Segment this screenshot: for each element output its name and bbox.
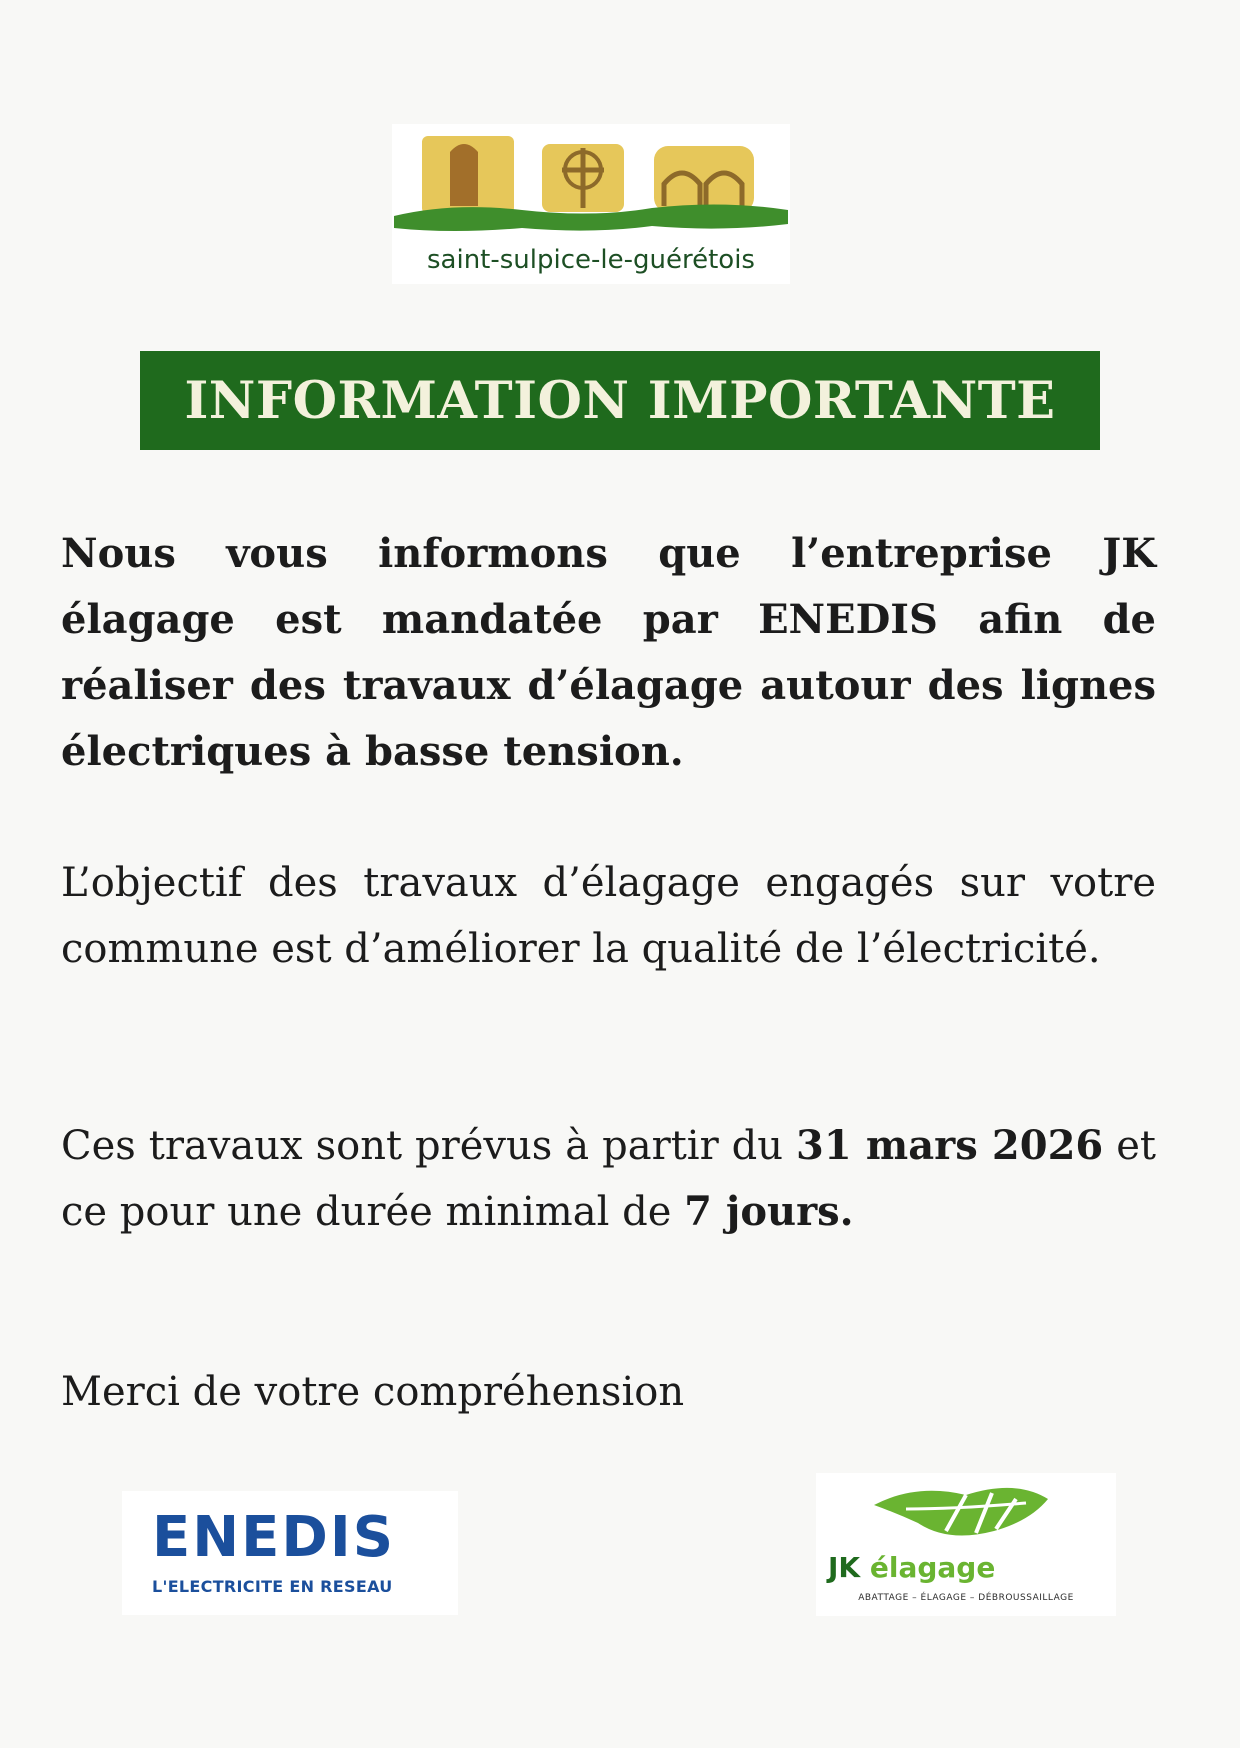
- banner-title: INFORMATION IMPORTANTE: [184, 370, 1056, 431]
- jk-tagline: ABATTAGE – ÉLAGAGE – DÉBROUSSAILLAGE: [858, 1593, 1074, 1603]
- schedule-date: 31 mars 2026: [796, 1122, 1104, 1169]
- enedis-tagline: L'ELECTRICITE EN RESEAU: [152, 1577, 393, 1596]
- schedule-text-middle: et ce pour une durée minimal de: [61, 1123, 1156, 1235]
- paragraph-objective: L’objectif des travaux d’élagage engagés sur votre commune est d’améliorer la qualité de l’électricité.: [61, 860, 1156, 972]
- closing-thanks: Merci de votre compréhension: [61, 1369, 685, 1415]
- leaf-icon: [816, 1473, 1116, 1553]
- paragraph-schedule: [61, 1113, 1156, 1245]
- schedule-text-start: Ces travaux sont prévus à partir du: [61, 1123, 797, 1169]
- enedis-logo: [122, 1491, 458, 1615]
- jk-name-jk: JK: [828, 1551, 861, 1584]
- commune-name: saint-sulpice-le-guérétois: [427, 245, 755, 275]
- enedis-name: ENEDIS: [152, 1505, 396, 1570]
- commune-logo: [392, 124, 790, 284]
- paragraph-intro: Nous vous informons que l’entreprise JK élagage est mandatée par ENEDIS afin de réaliser des travaux d’élagage autour des lignes électriques à basse tension.: [61, 530, 1156, 775]
- important-banner: [140, 351, 1100, 450]
- jk-name-elagage: élagage: [869, 1551, 996, 1584]
- jk-name: [828, 1551, 995, 1584]
- schedule-duration: 7 jours.: [684, 1188, 854, 1235]
- jk-elagage-logo: [816, 1473, 1116, 1616]
- standing-stone-icon: [450, 144, 478, 206]
